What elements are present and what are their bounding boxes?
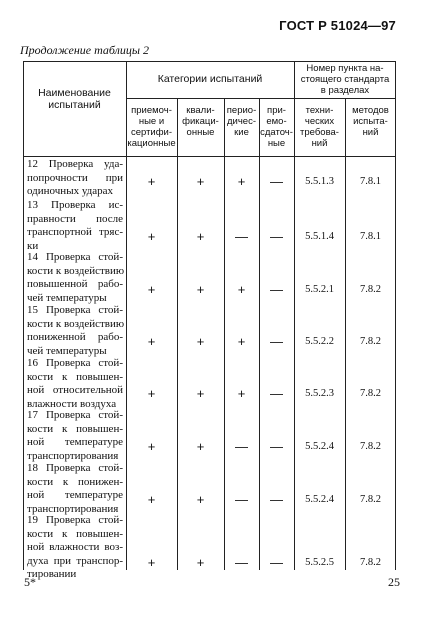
requirement-clause-1: 5.5.1.3 (305, 176, 334, 187)
category-mark-2-4: — (270, 229, 283, 244)
category-mark-6-1: + (147, 439, 156, 454)
test-name-6: 17 Проверка стой- кости к повышен- ной температуре транспортирования (27, 409, 123, 462)
footer-sheet-mark: 5* (24, 575, 36, 589)
page-number: 25 (388, 575, 400, 589)
method-clause-4: 7.8.2 (360, 336, 381, 347)
category-mark-1-2: + (196, 174, 205, 189)
category-mark-1-3: + (237, 174, 246, 189)
test-name-7: 18 Проверка стой- кости к понижен- ной температуре транспортирования (27, 462, 123, 515)
category-mark-3-2: + (196, 282, 205, 297)
category-mark-4-3: + (237, 334, 246, 349)
category-mark-2-1: + (147, 229, 156, 244)
sub-header-5: техни- ческих требова- ний (300, 105, 339, 149)
table-top-rule (23, 61, 396, 62)
requirement-clause-4: 5.5.2.2 (305, 336, 334, 347)
category-mark-3-4: — (270, 282, 283, 297)
category-mark-6-3: — (235, 439, 248, 454)
category-mark-1-4: — (270, 174, 283, 189)
table-caption: Продолжение таблицы 2 (20, 43, 150, 57)
method-clause-7: 7.8.2 (360, 494, 381, 505)
test-name-2: 13 Проверка ис- правности после транспортной тряс- ки (27, 199, 123, 252)
test-name-8: 19 Проверка стой- кости к повышен- ной влажности воз- духа при транспор- тировании (27, 514, 123, 580)
category-mark-5-3: + (237, 386, 246, 401)
test-name-3: 14 Проверка стой- кости к воздействию повышенной рабо- чей температуры (27, 251, 125, 304)
category-mark-8-2: + (196, 555, 205, 570)
sub-header-2: квали- фикаци- онные (182, 105, 219, 138)
test-name-1: 12 Проверка уда- попрочности при одиночных ударах (27, 158, 123, 197)
sub-header-1: приемоч- ные и сертифи- кационные (127, 105, 176, 149)
category-mark-4-2: + (196, 334, 205, 349)
method-clause-1: 7.8.1 (360, 176, 381, 187)
method-clause-2: 7.8.1 (360, 231, 381, 242)
category-mark-4-4: — (270, 334, 283, 349)
requirement-clause-6: 5.5.2.4 (305, 441, 334, 452)
requirement-clause-8: 5.5.2.5 (305, 557, 334, 568)
col-header-name: Наименование испытаний (38, 87, 111, 111)
category-mark-5-2: + (196, 386, 205, 401)
category-mark-7-3: — (235, 492, 248, 507)
requirement-clause-3: 5.5.2.1 (305, 284, 334, 295)
category-mark-6-2: + (196, 439, 205, 454)
category-mark-3-3: + (237, 282, 246, 297)
header-bottom-rule (23, 156, 396, 157)
col-header-clause: Номер пункта на- стоящего стандарта в разделах (300, 63, 390, 96)
category-mark-3-1: + (147, 282, 156, 297)
requirement-clause-5: 5.5.2.3 (305, 388, 334, 399)
category-mark-7-4: — (270, 492, 283, 507)
sub-header-6: методов испыта- ний (352, 105, 389, 138)
category-mark-5-4: — (270, 386, 283, 401)
category-mark-2-3: — (235, 229, 248, 244)
category-mark-6-4: — (270, 439, 283, 454)
method-clause-3: 7.8.2 (360, 284, 381, 295)
sub-header-4: при- емо- сдаточ- ные (260, 105, 293, 149)
method-clause-5: 7.8.2 (360, 388, 381, 399)
category-mark-5-1: + (147, 386, 156, 401)
sub-header-3: перио- дичес- кие (226, 105, 257, 138)
test-name-4: 15 Проверка стой- кости к воздействию пониженной рабо- чей температуры (27, 304, 125, 357)
method-clause-8: 7.8.2 (360, 557, 381, 568)
category-mark-4-1: + (147, 334, 156, 349)
test-name-5: 16 Проверка стой- кости к повышен- ной относительной влажности воздуха (27, 357, 123, 410)
col-header-categories: Категории испытаний (157, 73, 263, 85)
category-mark-7-1: + (147, 492, 156, 507)
category-mark-7-2: + (196, 492, 205, 507)
requirement-clause-7: 5.5.2.4 (305, 494, 334, 505)
requirement-clause-2: 5.5.1.4 (305, 231, 334, 242)
header-mid-rule-categories (126, 98, 294, 99)
category-mark-8-4: — (270, 555, 283, 570)
category-mark-2-2: + (196, 229, 205, 244)
method-clause-6: 7.8.2 (360, 441, 381, 452)
category-mark-8-3: — (235, 555, 248, 570)
category-mark-1-1: + (147, 174, 156, 189)
document-id: ГОСТ Р 51024—97 (279, 18, 396, 33)
data-table (23, 61, 396, 580)
category-mark-8-1: + (147, 555, 156, 570)
